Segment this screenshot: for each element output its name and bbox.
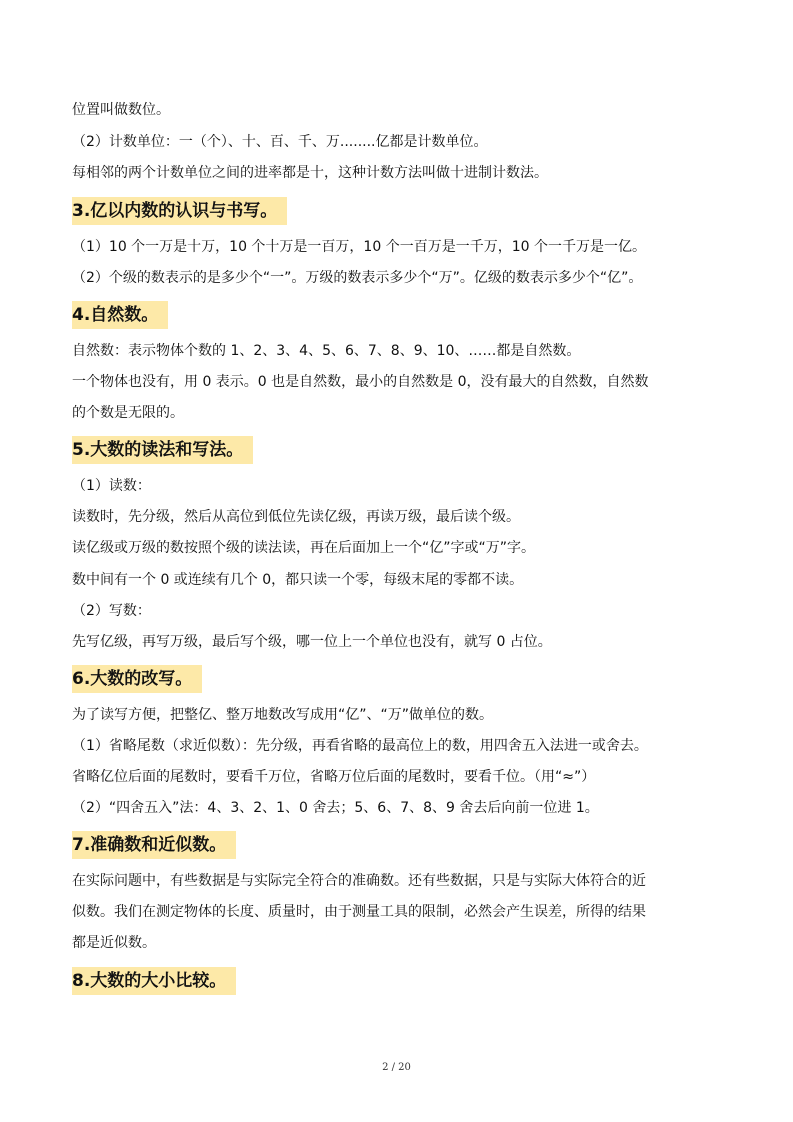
section-heading-3: 3.亿以内数的认识与书写。 (72, 197, 287, 225)
section-heading-4: 4.自然数。 (72, 301, 168, 329)
paragraph-line: 每相邻的两个计数单位之间的进率都是十，这种计数方法叫做十进制计数法。 (72, 165, 548, 181)
paragraph-line: 都是近似数。 (72, 935, 156, 951)
paragraph-line: 读亿级或万级的数按照个级的读法读，再在后面加上一个“亿”字或“万”字。 (72, 540, 536, 556)
paragraph-line: （2）写数： (72, 603, 151, 619)
paragraph-line: 在实际问题中，有些数据是与实际完全符合的准确数。还有些数据，只是与实际大体符合的近 (72, 873, 646, 889)
section-heading-5: 5.大数的读法和写法。 (72, 436, 253, 464)
paragraph-line: 省略亿位后面的尾数时，要看千万位，省略万位后面的尾数时，要看千位。（用“≈”） (72, 769, 596, 785)
paragraph-line: （2）个级的数表示的是多少个“一”。万级的数表示多少个“万”。亿级的数表示多少个“亿”。 (72, 270, 643, 286)
section-heading-8: 8.大数的大小比较。 (72, 967, 236, 995)
page-number: 2 / 20 (382, 1062, 411, 1073)
paragraph-line: 先写亿级，再写万级，最后写个级，哪一位上一个单位也没有，就写 0 占位。 (72, 634, 552, 650)
paragraph-line: 一个物体也没有，用 0 表示。0 也是自然数，最小的自然数是 0，没有最大的自然数，自然数 (72, 374, 649, 390)
paragraph-line: 的个数是无限的。 (72, 405, 184, 421)
section-heading-6: 6.大数的改写。 (72, 665, 202, 693)
paragraph-line: 数中间有一个 0 或连续有几个 0，都只读一个零，每级末尾的零都不读。 (72, 572, 524, 588)
paragraph-line: （1）读数： (72, 478, 151, 494)
paragraph-line: （1）10 个一万是十万，10 个十万是一百万，10 个一百万是一千万，10 个一千万是一亿。 (72, 239, 646, 255)
section-heading-7: 7.准确数和近似数。 (72, 831, 236, 859)
paragraph-line: （2）计数单位：一（个）、十、百、千、万........亿都是计数单位。 (72, 134, 488, 150)
paragraph-line: 位置叫做数位。 (72, 102, 170, 118)
paragraph-line: 似数。我们在测定物体的长度、质量时，由于测量工具的限制，必然会产生误差，所得的结果 (72, 904, 646, 920)
paragraph-line: 自然数：表示物体个数的 1、2、3、4、5、6、7、8、9、10、……都是自然数。 (72, 343, 581, 359)
paragraph-line: 读数时，先分级，然后从高位到低位先读亿级，再读万级，最后读个级。 (72, 509, 520, 525)
paragraph-line: （1）省略尾数（求近似数）：先分级，再看省略的最高位上的数，用四舍五入法进一或舍去。 (72, 738, 648, 754)
paragraph-line: 为了读写方便，把整亿、整万地数改写成用“亿”、“万”做单位的数。 (72, 707, 494, 723)
paragraph-line: （2）“四舍五入”法：4、3、2、1、0 舍去；5、6、7、8、9 舍去后向前一位进 1。 (72, 800, 599, 816)
